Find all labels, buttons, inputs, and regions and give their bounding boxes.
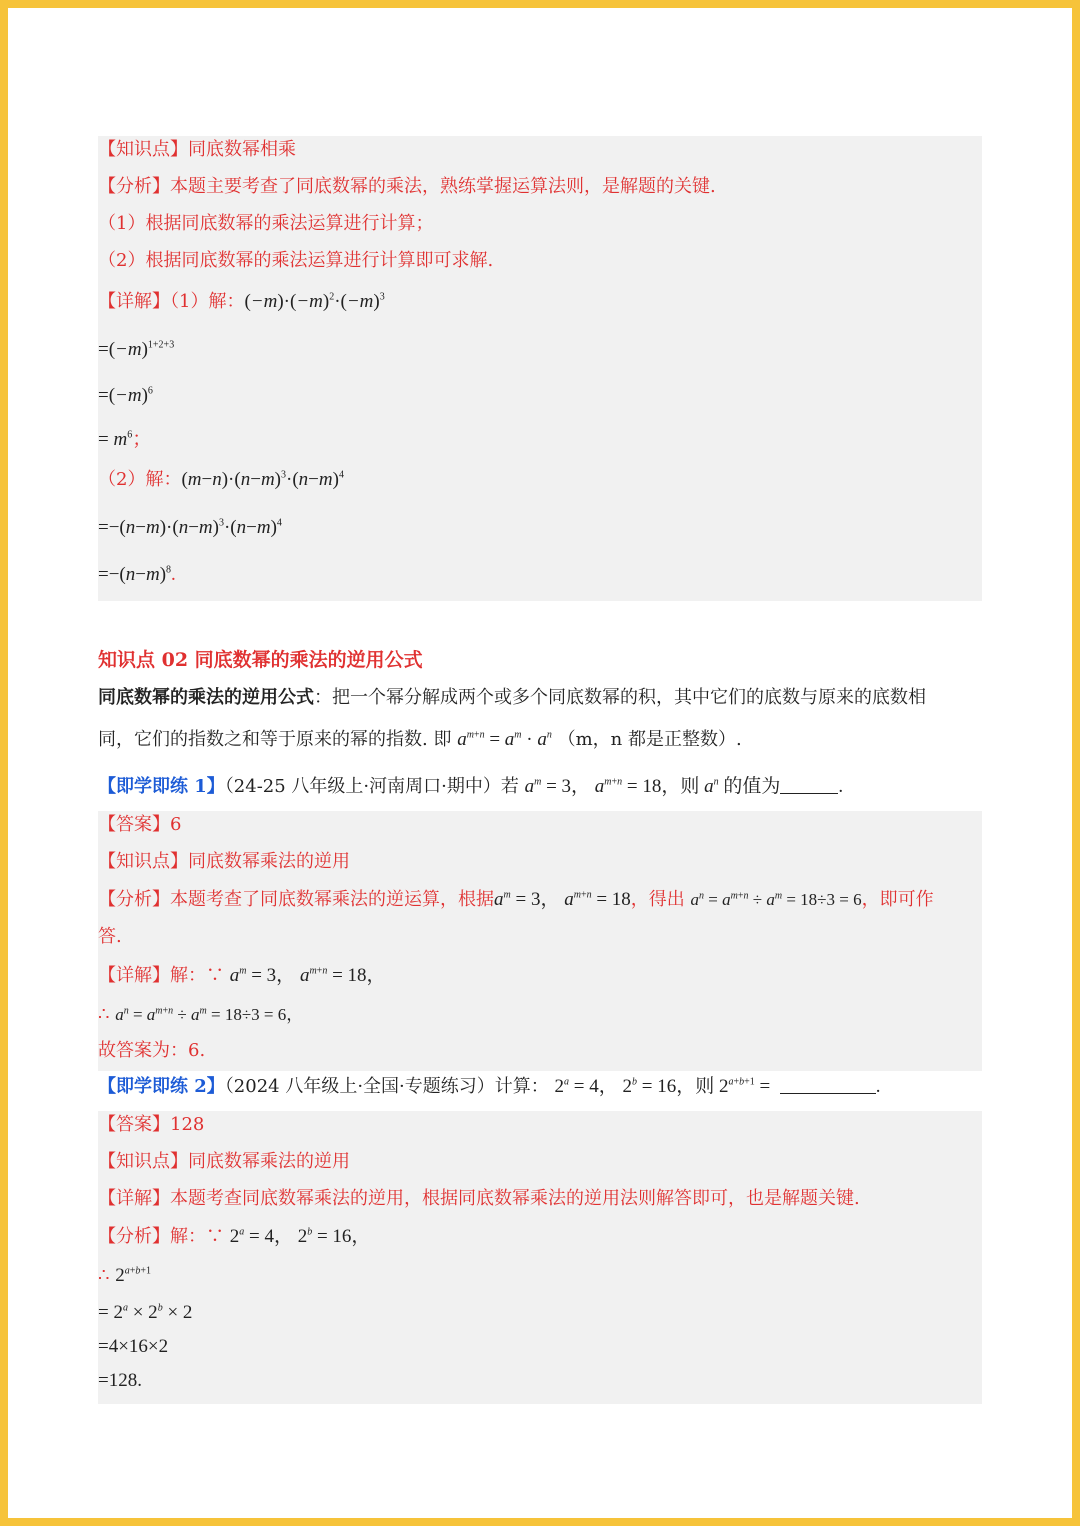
analysis-step-1: （1）根据同底数幂的乘法运算进行计算；: [98, 213, 434, 234]
exercise-2-label: 【即学即练 2】: [98, 1076, 225, 1097]
exercise-2-step-3: =128.: [98, 1370, 142, 1391]
exercise-1-analysis-math: $a^m = 3$， $a^{m+n} = 18$: [494, 889, 631, 910]
exercise-1-analysis-text: 【分析】本题考查了同底数幂乘法的逆运算，根据: [98, 889, 494, 910]
detail-step-3: = $m^6$；: [98, 429, 152, 450]
exercise-1-detail: [98, 964, 982, 988]
part2-expression: $(m-n)\cdot(n-m)^3\cdot(n-m)^4$: [181, 469, 344, 490]
exercise-2-therefore-math: $2^{a+b+1}$: [115, 1265, 151, 1286]
detail-1: [98, 290, 982, 314]
definition-text-2: 同，它们的指数之和等于原来的幂的指数. 即: [98, 729, 452, 750]
part2-step-1: $=-(n-m)\cdot(n-m)^3\cdot(n-m)^4$: [98, 517, 282, 538]
exercise-2-analysis-label: 【分析】解：∵: [98, 1226, 224, 1247]
page-sheet: [8, 8, 1072, 1518]
analysis-step-2: （2）根据同底数幂的乘法运算进行计算即可求解.: [98, 250, 494, 271]
exercise-2-answer: 【答案】128: [98, 1114, 205, 1135]
exercise-1-analysis-line2: 答.: [98, 926, 122, 947]
exercise-2-source: （2024 八年级上·全国·专题练习）计算：: [224, 1076, 549, 1097]
exercise-1-derivation: $a^n = a^{m+n} \div a^m = 18\div 3 = 6$: [690, 890, 862, 909]
detail-part-2: [98, 468, 982, 492]
exercise-1-label: 【即学即练 1】: [98, 776, 225, 797]
exercise-1-knowledge: 【知识点】同底数幂乘法的逆用: [98, 851, 350, 872]
part2-label: （2）解：: [98, 469, 182, 490]
definition-tail: （m，n 都是正整数）.: [557, 729, 742, 750]
exercise-1-condition: $a^m = 3$， $a^{m+n} = 18$，则 $a^n$ 的值为 .: [524, 776, 844, 797]
detail-step-1: $=(-m)^{1+2+3}$: [98, 339, 175, 360]
exercise-2-analysis: [98, 1225, 982, 1249]
definition-text-1: ：把一个幂分解成两个或多个同底数幂的积，其中它们的底数与原来的底数相: [314, 687, 926, 708]
exercise-2-condition: $2^a = 4$， $2^b = 16$，则 $2^{a+b+1}$ = .: [554, 1076, 881, 1097]
definition-term: 同底数幂的乘法的逆用公式: [98, 687, 314, 708]
exercise-2-question: [98, 1075, 982, 1099]
exercise-1-detail-math: $a^m = 3$， $a^{m+n} = 18$，: [229, 965, 386, 986]
analysis-1: 【分析】本题主要考查了同底数幂的乘法，熟练掌握运算法则，是解题的关键.: [98, 176, 716, 197]
detail-step-2: $=(-m)^6$: [98, 385, 153, 406]
exercise-2-step-2: =4×16×2: [98, 1336, 169, 1357]
exercise-1-question: [98, 775, 982, 799]
definition-formula: $a^{m+n} = a^m \cdot a^n$: [457, 729, 552, 750]
therefore-symbol-2: ∴: [98, 1265, 110, 1286]
detail-label: 【详解】（1）解：: [98, 291, 245, 312]
exercise-2-detail: 【详解】本题考查同底数幂乘法的逆用，根据同底数幂乘法的逆用法则解答即可，也是解题关键.: [98, 1188, 860, 1209]
exercise-1-analysis-tail: ，即可作: [861, 889, 934, 910]
exercise-2-analysis-math: $2^a = 4$， $2^b = 16$，: [229, 1226, 371, 1247]
exercise-1-analysis: 【分析】本题考查了同底数幂乘法的逆运算，根据$a^m = 3$， $a^{m+n} = 18$，得出 $a^n = a^{m+n} \div a^m = 18\div 3 = 6$，即可作: [98, 889, 934, 910]
exercise-1-conclusion: 故答案为：6.: [98, 1040, 206, 1061]
exercise-1-therefore-math: $a^n = a^{m+n} \div a^m = 18\div 3 = 6$，: [115, 1005, 304, 1024]
exercise-2-step-1: = $2^a \times 2^b \times 2$: [98, 1302, 193, 1323]
therefore-symbol: ∴: [98, 1004, 110, 1025]
exercise-2-therefore: [98, 1264, 982, 1288]
exercise-1-therefore: [98, 1003, 982, 1027]
part2-step-2: $=-(n-m)^8$.: [98, 564, 176, 585]
definition-line-1: [98, 686, 982, 710]
knowledge-point-1: 【知识点】同底数幂相乘: [98, 139, 296, 160]
definition-line-2: [98, 728, 982, 752]
exercise-1-source: （24-25 八年级上·河南周口·期中）若: [224, 776, 519, 797]
section-title-kp02: 知识点 02 同底数幂的乘法的逆用公式: [98, 649, 423, 671]
exercise-2-knowledge: 【知识点】同底数幂乘法的逆用: [98, 1151, 350, 1172]
detail-expression: $(-m)\cdot(-m)^2\cdot(-m)^3$: [244, 291, 385, 312]
exercise-1-detail-label: 【详解】解：∵: [98, 965, 224, 986]
exercise-1-answer: 【答案】6: [98, 814, 182, 835]
